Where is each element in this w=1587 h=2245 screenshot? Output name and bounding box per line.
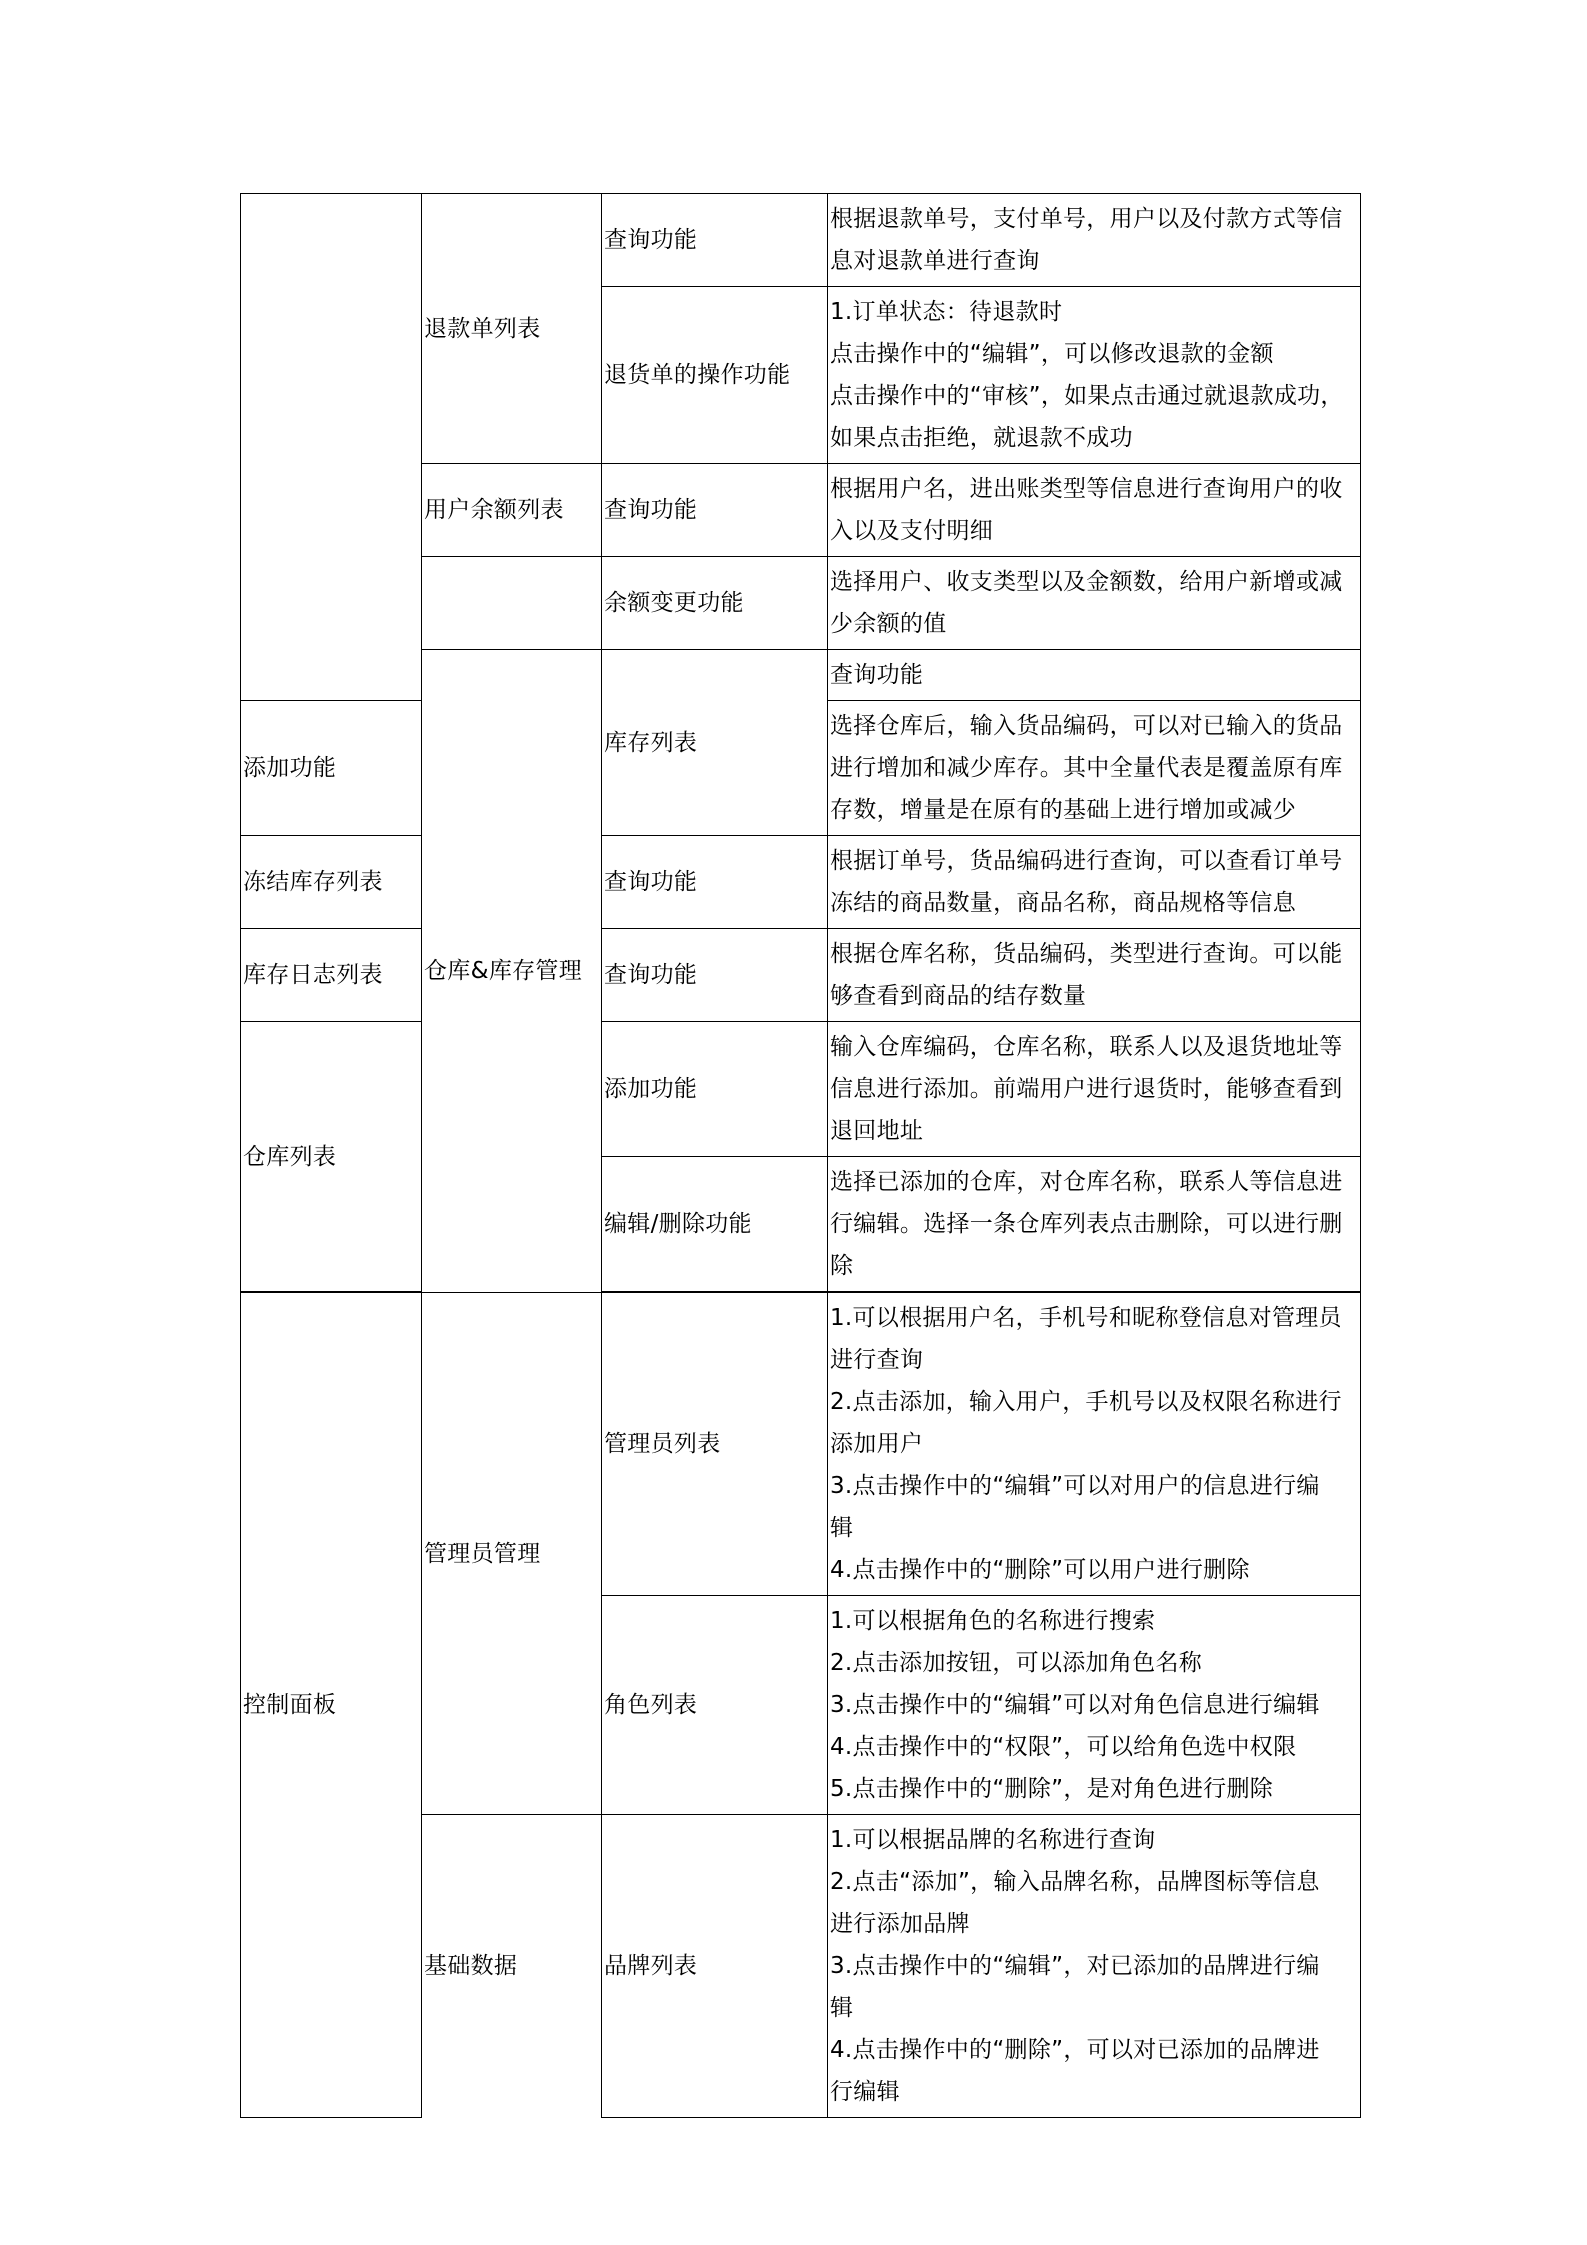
- description-cell: [828, 1293, 1361, 1596]
- description-line: 添加用户: [830, 1431, 924, 1457]
- description-cell: [828, 464, 1361, 557]
- function-cell: [602, 929, 828, 1022]
- function-label: 角色列表: [604, 1692, 698, 1718]
- description-line: 行编辑。选择一条仓库列表点击删除，可以进行删: [830, 1211, 1343, 1237]
- function-cell: [602, 557, 828, 650]
- function-label: 查询功能: [604, 962, 698, 988]
- description-line: 2.点击添加按钮，可以添加角色名称: [830, 1650, 1203, 1676]
- description-line: 冻结的商品数量，商品名称，商品规格等信息: [830, 890, 1296, 916]
- description-line: 1.订单状态：待退款时: [830, 299, 1063, 325]
- group-cell: [422, 1815, 602, 2118]
- group-cell: [422, 194, 602, 464]
- group-cell: [241, 929, 422, 1022]
- description-line: 1.可以根据品牌的名称进行查询: [830, 1827, 1156, 1853]
- description-line: 除: [830, 1253, 854, 1279]
- description-line: 点击操作中的“审核”，如果点击通过就退款成功，: [830, 383, 1344, 409]
- section-label: 控制面板: [243, 1692, 337, 1718]
- description-line: 4.点击操作中的“删除”可以用户进行删除: [830, 1557, 1250, 1583]
- description-line: 2.点击添加，输入用户，手机号以及权限名称进行: [830, 1389, 1342, 1415]
- description-line: 选择仓库后，输入货品编码，可以对已输入的货品: [830, 713, 1343, 739]
- description-line: 辑: [830, 1515, 854, 1541]
- section-cell: [241, 1293, 422, 2118]
- section-cell: [241, 194, 422, 701]
- description-line: 4.点击操作中的“删除”，可以对已添加的品牌进: [830, 2037, 1320, 2063]
- group-label: 库存日志列表: [243, 962, 383, 988]
- group-cell: [422, 1293, 602, 1815]
- description-line: 根据退款单号，支付单号，用户以及付款方式等信: [830, 206, 1343, 232]
- description-line: 息对退款单进行查询: [830, 248, 1040, 274]
- function-cell: [602, 1022, 828, 1157]
- description-line: 行编辑: [830, 2079, 900, 2105]
- section-label: 仓库&库存管理: [424, 958, 583, 984]
- function-label: 查询功能: [604, 869, 698, 895]
- description-line: 进行查询: [830, 1347, 924, 1373]
- description-line: 3.点击操作中的“编辑”可以对角色信息进行编辑: [830, 1692, 1320, 1718]
- description-line: 信息进行添加。前端用户进行退货时，能够查看到: [830, 1076, 1343, 1102]
- description-cell: [828, 557, 1361, 650]
- group-label: 库存列表: [604, 729, 698, 756]
- description-cell: [828, 1596, 1361, 1815]
- description-line: 如果点击拒绝，就退款不成功: [830, 425, 1133, 451]
- description-line: 3.点击操作中的“编辑”，对已添加的品牌进行编: [830, 1953, 1320, 1979]
- description-line: 少余额的值: [830, 611, 947, 637]
- description-line: 4.点击操作中的“权限”，可以给角色选中权限: [830, 1734, 1297, 1760]
- description-line: 选择用户、收支类型以及金额数，给用户新增或减: [830, 569, 1343, 595]
- group-label: 仓库列表: [243, 1143, 337, 1170]
- function-cell: [602, 1815, 828, 2118]
- description-cell: [828, 701, 1361, 836]
- group-cell: [241, 836, 422, 929]
- function-cell: [241, 701, 422, 836]
- group-cell: [602, 650, 828, 836]
- description-line: 选择已添加的仓库，对仓库名称，联系人等信息进: [830, 1169, 1343, 1195]
- function-label: 编辑/删除功能: [604, 1211, 752, 1237]
- function-label: 添加功能: [604, 1076, 698, 1102]
- description-cell: [828, 836, 1361, 929]
- function-label: 余额变更功能: [604, 590, 744, 616]
- description-cell: [828, 929, 1361, 1022]
- description-line: 根据订单号，货品编码进行查询，可以查看订单号: [830, 848, 1343, 874]
- description-line: 3.点击操作中的“编辑”可以对用户的信息进行编: [830, 1473, 1320, 1499]
- description-line: 退回地址: [830, 1118, 924, 1144]
- description-line: 根据用户名，进出账类型等信息进行查询用户的收: [830, 476, 1343, 502]
- function-cell: [602, 1293, 828, 1596]
- description-cell: [828, 287, 1361, 464]
- function-label: 查询功能: [604, 497, 698, 523]
- description-line: 根据仓库名称，货品编码，类型进行查询。可以能: [830, 941, 1343, 967]
- description-line: 1.可以根据用户名，手机号和昵称登信息对管理员: [830, 1305, 1342, 1331]
- group-label: 用户余额列表: [424, 497, 564, 523]
- function-label: 管理员列表: [604, 1431, 721, 1457]
- group-label: 退款单列表: [424, 315, 541, 342]
- group-cell: [422, 464, 602, 557]
- function-cell: [602, 836, 828, 929]
- group-label: 管理员管理: [424, 1540, 541, 1567]
- description-cell: [828, 194, 1361, 287]
- function-label: 添加功能: [243, 755, 337, 781]
- function-label: 品牌列表: [604, 1953, 698, 1979]
- function-cell: [602, 1596, 828, 1815]
- group-cell: [241, 1022, 422, 1292]
- group-label: 冻结库存列表: [243, 869, 383, 895]
- feature-spec-table: [240, 193, 1361, 2118]
- description-line: 辑: [830, 1995, 854, 2021]
- description-line: 输入仓库编码，仓库名称，联系人以及退货地址等: [830, 1034, 1343, 1060]
- description-line: 2.点击“添加”，输入品牌名称，品牌图标等信息: [830, 1869, 1320, 1895]
- description-line: 够查看到商品的结存数量: [830, 983, 1087, 1009]
- description-cell: [828, 1157, 1361, 1292]
- description-line: 点击操作中的“编辑”，可以修改退款的金额: [830, 341, 1274, 367]
- description-line: 进行增加和减少库存。其中全量代表是覆盖原有库: [830, 755, 1343, 781]
- function-label: 退货单的操作功能: [604, 362, 791, 388]
- section-cell: [422, 650, 602, 1293]
- description-line: 进行添加品牌: [830, 1911, 970, 1937]
- function-cell: [602, 464, 828, 557]
- function-cell: [602, 1157, 828, 1292]
- description-cell: [828, 1022, 1361, 1157]
- function-cell: [602, 194, 828, 287]
- description-line: 1.可以根据角色的名称进行搜索: [830, 1608, 1156, 1634]
- group-cell: [422, 557, 602, 650]
- function-cell: [602, 287, 828, 464]
- group-label: 基础数据: [424, 1953, 518, 1980]
- function-label: 查询功能: [830, 662, 924, 688]
- description-line: 存数，增量是在原有的基础上进行增加或减少: [830, 797, 1296, 823]
- description-cell: [828, 1815, 1361, 2118]
- description-line: 入以及支付明细: [830, 518, 994, 544]
- description-line: 5.点击操作中的“删除”，是对角色进行删除: [830, 1776, 1274, 1802]
- function-cell: [828, 650, 1361, 701]
- function-label: 查询功能: [604, 227, 698, 253]
